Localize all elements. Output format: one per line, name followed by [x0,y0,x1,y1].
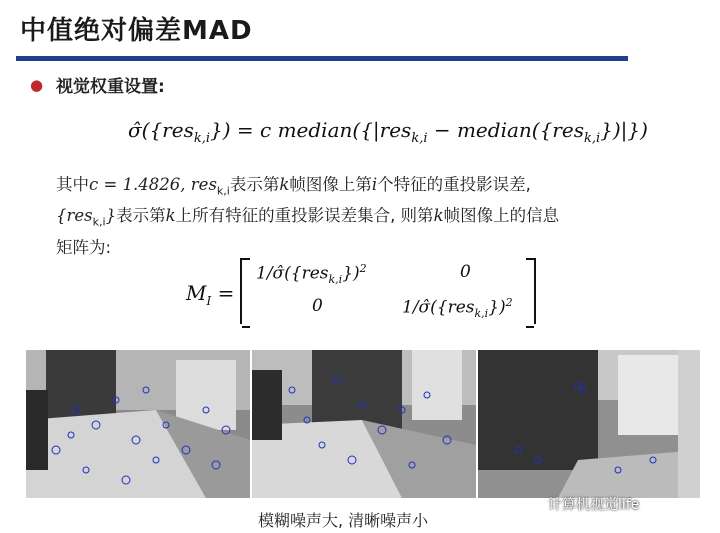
formula-sub: k,i [193,131,211,146]
formula-rhs: = c median({|res [236,118,412,142]
para-math: { [56,206,67,226]
clear-room-image [478,350,700,498]
information-matrix [240,258,536,324]
matrix-label-text: M [186,281,207,305]
para-math: k [279,175,290,194]
matrix-cell-22 [402,296,513,320]
blurry-room-image [26,350,250,498]
cell-text: }) [342,263,360,284]
para-math: k [433,206,444,226]
cell-sub: k,i [474,307,489,321]
matrix-label: $M_I$ = [186,281,235,308]
mad-formula [128,118,648,146]
explanation-paragraph [56,172,696,260]
formula-end: })|}) [600,118,648,142]
para-text: 表示第 [116,206,166,226]
cell-sup: 2 [359,262,367,275]
para-math-sub: k,i [92,215,106,229]
matrix-cell-12: 0 [460,262,471,282]
cell-text: }) [488,297,506,318]
para-text: 其中 [56,175,89,194]
room-photo-1 [26,350,250,498]
para-math: res [66,206,93,226]
para-text: 表示第 [229,175,280,194]
medium-room-image [252,350,476,498]
para-text: 矩阵为: [56,237,112,257]
room-photo-3 [478,350,700,498]
para-math: } [105,206,117,226]
para-math-sub: k,i [216,184,230,198]
title-divider [16,56,628,61]
cell-sup: 2 [505,296,513,309]
bullet-text: 视觉权重设置: [56,77,165,97]
image-caption: 模糊噪声大, 清晰噪声小 [258,511,429,530]
formula-lhs: σ̂({res [128,118,194,142]
formula-sub: k,i [411,131,428,146]
para-math: c = 1.4826, [89,175,186,194]
bullet-dot-icon: ● [30,76,44,94]
formula-sub: k,i [583,131,601,146]
room-photo-2 [252,350,476,498]
matrix-label-sub: I [206,294,212,308]
para-math: i [371,175,378,194]
matrix-cell-21: 0 [312,296,323,316]
feature-images-strip [26,350,700,498]
para-text: 帧图像上第 [289,175,372,194]
para-text: 帧图像上的信息 [443,206,560,226]
watermark: 计算机视觉life [548,497,640,513]
matrix-cell-11 [256,262,367,286]
para-text: 上所有特征的重投影误差集合, 则第 [175,206,434,226]
formula-lhs-close: }) [210,118,237,142]
cell-sub: k,i [328,273,343,287]
cell-text: 1/σ̂({res [256,263,329,284]
para-text: 个特征的重投影误差, [377,175,531,194]
cell-text: 1/σ̂({res [402,297,475,318]
formula-mid: − median({res [433,118,584,142]
slide-title: 中值绝对偏差MAD [20,16,253,46]
para-math: res [190,175,217,194]
para-math: k [165,206,176,226]
